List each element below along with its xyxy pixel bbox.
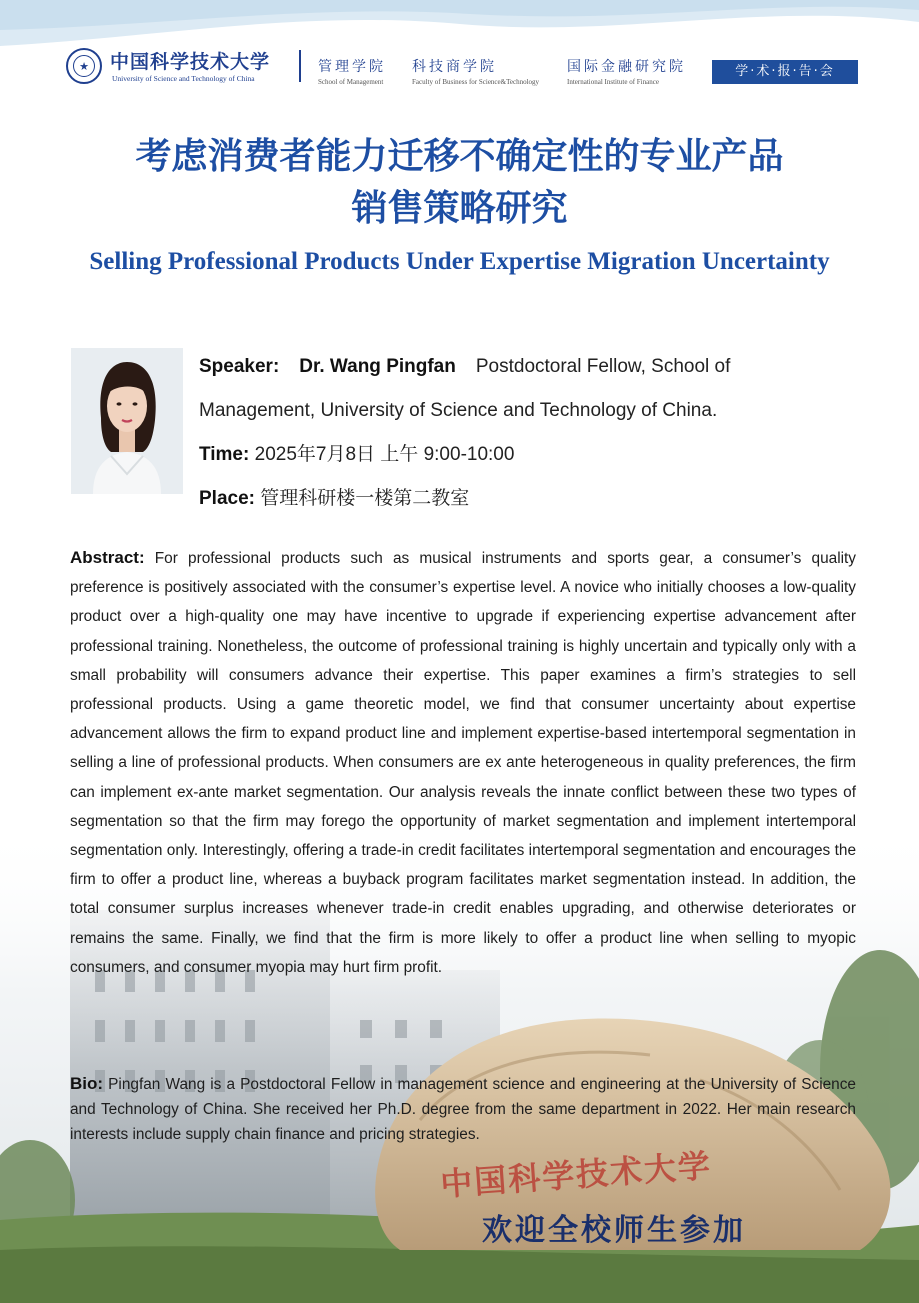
university-name-cn: 中国科学技术大学 (110, 51, 271, 73)
dept-institute-of-finance: 国际金融研究院 International Institute of Finance (567, 59, 686, 86)
title-cn (0, 130, 919, 234)
speaker-label: Speaker: (199, 356, 280, 377)
rock-inscription: 中国科学技术大学 (439, 1146, 714, 1204)
abstract-text: For professional products such as musical instruments and sports gear, a consumer’s quality preference is positively associated with the consumer’s expertise level. A novice who initially chooses a low-quality product over a high-quality one may have incentive to upgrade if experiencing expertise advancement after professional training. Nonetheless, the outcome of professional training is highly uncertain and typically only with a small probability will consumers advance their expertise. This paper examines a firm’s strategies to sell professional products. Using a game theoretic model, we find that consumer uncertainty about expertise advancement allows the firm to expand product line and implement expertise-based intertemporal segmentation in selling a line of professional products. When consumers are ex ante heterogeneous in quality preferences, the firm can implement ex-ante market segmentation. Our analysis reveals the innate conflict between these two types of segmentation so that the firm may forego the opportunity of market segmentation and implement intertemporal segmentation only. Interestingly, offering a trade-in credit facilitates intertemporal segmentation and encourages the firm to offer a product line, whereas a buyback program facilitates market segmentation instead. In addition, the total consumer surplus increases whenever trade-in credit enables upgrading, and otherwise deteriorates or remains the same. Finally, we find that the firm is more likely to offer a product line when selling to myopic consumers, and consumer myopia may hurt firm profit. (70, 550, 856, 976)
place-line (199, 477, 859, 521)
speaker-position-part2: Management, University of Science and Technology of China. (199, 400, 718, 421)
time-value: 2025年7月8日 上午 9:00-10:00 (254, 444, 515, 465)
title-en: Selling Professional Products Under Expertise Migration Uncertainty (89, 248, 830, 275)
seminar-tag: 学·术·报·告·会 (712, 60, 858, 84)
dept-business-science-tech: 科技商学院 Faculty of Business for Science&Technology (412, 59, 540, 86)
speaker-info (199, 345, 859, 521)
time-line (199, 433, 859, 477)
title-cn-line2: 销售策略研究 (351, 187, 568, 229)
bio-label: Bio: (70, 1074, 104, 1093)
header (66, 46, 858, 88)
speaker-line (199, 345, 859, 389)
header-divider (299, 50, 301, 82)
speaker-position-part1: Postdoctoral Fellow, School of (475, 356, 731, 377)
dept-school-of-management: 管理学院 School of Management (318, 59, 386, 86)
place-value: 管理科研楼一楼第二教室 (260, 488, 470, 509)
speaker-name: Dr. Wang Pingfan (299, 356, 456, 377)
welcome-message: 欢迎全校师生参加 (482, 1213, 746, 1248)
time-label: Time: (199, 444, 250, 465)
bio (70, 1071, 856, 1147)
university-seal-icon: ★ (66, 48, 102, 84)
place-label: Place: (199, 488, 255, 509)
abstract-label: Abstract: (70, 548, 145, 567)
speaker-photo (71, 348, 183, 494)
university-name-en: University of Science and Technology of China (112, 74, 255, 83)
abstract (70, 543, 856, 982)
bio-text: Pingfan Wang is a Postdoctoral Fellow in management science and engineering at the University of Science and Technology of China. She received her Ph.D. degree from the same department in 2022. Her main research interests include supply chain finance and pricing strategies. (70, 1076, 856, 1143)
title-cn-line1: 考虑消费者能力迁移不确定性的专业产品 (135, 135, 784, 177)
